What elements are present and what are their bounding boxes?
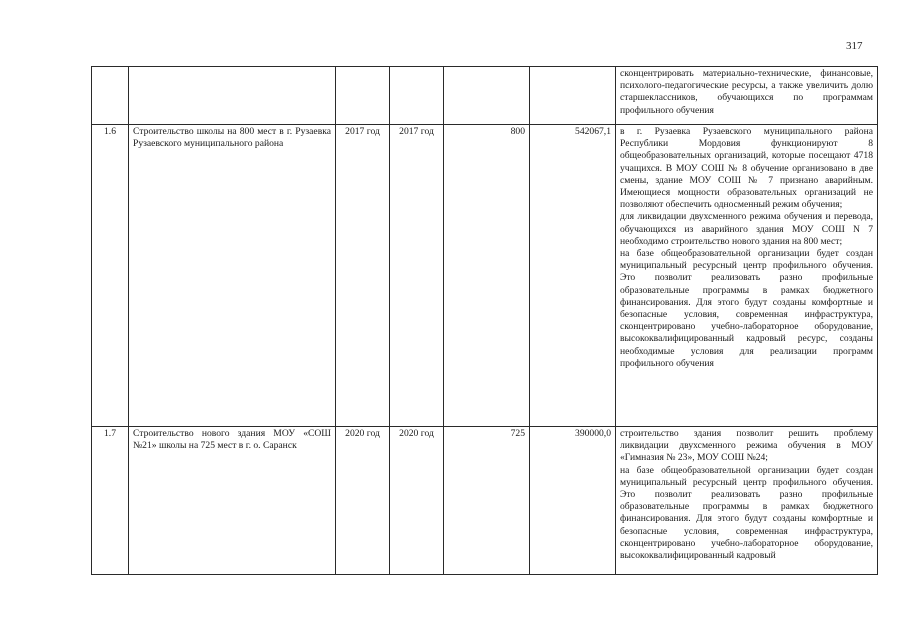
capacity-cell [444,67,530,125]
justification-cell [616,67,878,125]
justification-paragraph: строительство здания позволит решить проблему ликвидации двухсменного режима обучения в МОУ «Гимназия № 23», МОУ СОШ №24; [620,428,873,464]
year-end-cell: 2020 год [390,427,444,575]
table-row [92,67,878,125]
capacity-cell: 800 [444,125,530,427]
object-name-cell [129,67,336,125]
justification-paragraph: в г. Рузаевка Рузаевского муниципального района Республики Мордовия функционируют 8 общеобразовательных организаций, которые посещают 4718 учащихся. В МОУ СОШ № 8 обучение организовано в две смены, здание МОУ СОШ № 7 признано аварийным. Имеющиеся мощности образовательных организаций не позволяют обеспечить односменный режим обучения; [620,126,873,211]
justification-paragraph: для ликвидации двухсменного режима обучения и перевода, обучающихся из аварийного здания МОУ СОШ N 7 необходимо строительство нового здания на 800 мест; [620,211,873,247]
table-row [92,125,878,427]
year-end-cell: 2017 год [390,125,444,427]
cost-cell: 390000,0 [530,427,616,575]
row-number-cell [92,67,129,125]
year-start-cell: 2017 год [336,125,390,427]
justification-paragraph: на базе общеобразовательной организации будет создан муниципальный ресурсный центр профильного обучения. Это позволит реализовать разно профильные образовательные программы в рамках бюджетного финансирования. Для этого будут созданы комфортные и безопасные условия, современная инфраструктура, сконцентрировано учебно-лабораторное оборудование, высококвалифицированный кадровый [620,464,873,562]
object-name-cell: Строительство нового здания МОУ «СОШ №21» школы на 725 мест в г. о. Саранск [129,427,336,575]
cost-cell [530,67,616,125]
object-name-cell: Строительство школы на 800 мест в г. Рузаевка Рузаевского муниципального района [129,125,336,427]
justification-paragraph: на базе общеобразовательной организации будет создан муниципальный ресурсный центр профильного обучения. Это позволит реализовать разно профильные образовательные программы в рамках бюджетного финансирования. Для этого будут созданы комфортные и безопасные условия, современная инфраструктура, сконцентрировано учебно-лабораторное оборудование, высококвалифицированный кадровый ресурс, созданы необходимые условия для реализации программ профильного обучения [620,248,873,369]
year-end-cell [390,67,444,125]
program-table [91,66,878,575]
table-row [92,427,878,575]
capacity-cell: 725 [444,427,530,575]
row-number-cell: 1.6 [92,125,129,427]
year-start-cell: 2020 год [336,427,390,575]
justification-cell [616,427,878,575]
justification-paragraph: сконцентрировать материально-технические, финансовые, психолого-педагогические ресурсы, а также увеличить долю старшеклассников, обучающихся по программам профильного обучения [620,68,873,116]
row-number-cell: 1.7 [92,427,129,575]
cost-cell: 542067,1 [530,125,616,427]
justification-cell [616,125,878,427]
year-start-cell [336,67,390,125]
page-number: 317 [846,40,863,52]
